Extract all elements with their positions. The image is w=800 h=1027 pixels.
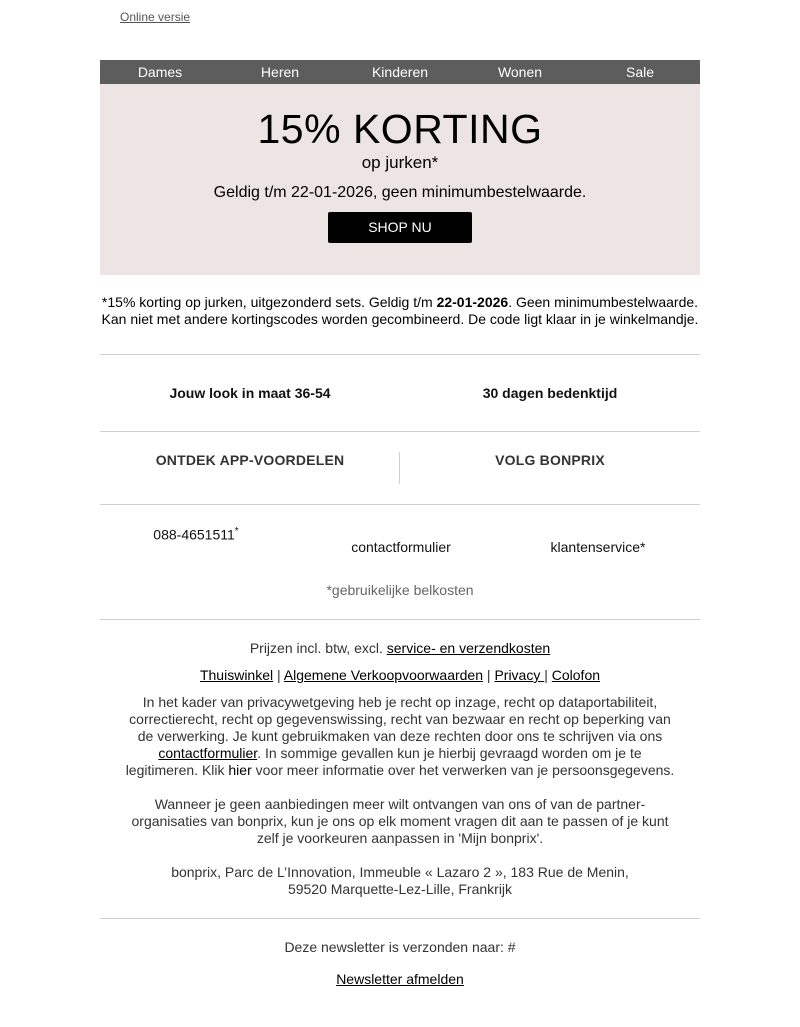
divider <box>100 918 700 919</box>
online-version-link[interactable]: Online versie <box>120 10 191 24</box>
privacy-here-link[interactable]: hier <box>228 762 252 778</box>
separator: | <box>483 667 495 683</box>
terms-link[interactable]: Algemene Verkoopvoorwaarden <box>283 667 484 683</box>
divider <box>100 619 700 620</box>
promo-terms-line2: Kan niet met andere kortingscodes worden gecombineerd. De code ligt klaar in je winkelmandje. <box>101 311 699 327</box>
app-benefits-link[interactable]: ONTDEK APP-VOORDELEN <box>155 452 345 468</box>
call-cost-note: *gebruikelijke belkosten <box>326 582 474 598</box>
prices-note <box>100 640 700 657</box>
usp-sizes: Jouw look in maat 36-54 <box>169 385 331 401</box>
divider <box>100 354 700 355</box>
contact-form-link[interactable]: contactformulier <box>351 539 451 555</box>
divider <box>100 504 700 505</box>
privacy-contact-link[interactable]: contactformulier <box>158 745 258 761</box>
company-address: bonprix, Parc de L’Innovation, Immeuble « Lazaro 2 », 183 Rue de Menin, 59520 Marquette-Lez-Lille, Frankrijk <box>171 864 629 897</box>
phone-footnote-mark: * <box>234 526 239 537</box>
sent-to-note: Deze newsletter is verzonden naar: # <box>284 939 516 955</box>
thuiswinkel-link[interactable]: Thuiswinkel <box>199 667 274 683</box>
promo-terms-part1: *15% korting op jurken, uitgezonderd sets. Geldig t/m <box>101 294 437 310</box>
shop-now-button[interactable]: SHOP NU <box>328 212 472 243</box>
phone-number[interactable]: 088-4651511 <box>153 526 235 543</box>
nav-item-heren[interactable]: Heren <box>260 64 300 80</box>
promo-validity: Geldig t/m 22-01-2026, geen minimumbestelwaarde. <box>213 184 587 201</box>
customer-service-link[interactable]: klantenservice* <box>550 539 646 555</box>
usp-return-period: 30 dagen bedenktijd <box>482 385 618 401</box>
separator: | <box>544 667 552 683</box>
category-nav <box>100 60 700 84</box>
shipping-costs-link[interactable]: service- en verzendkosten <box>386 640 551 656</box>
unsubscribe-info: Wanneer je geen aanbiedingen meer wilt ontvangen van ons of van de partner-organisaties van bonprix, kun je ons op elk moment vragen dit aan te passen of je kunt zelf je voorkeuren aanpassen in 'Mijn bonprix'. <box>131 796 669 846</box>
footer-links <box>100 667 700 684</box>
privacy-link[interactable]: Privacy <box>494 667 545 683</box>
promo-subline: op jurken* <box>361 153 439 172</box>
promo-terms-part2: . Geen minimumbestelwaarde. <box>508 294 699 310</box>
nav-item-wonen[interactable]: Wonen <box>497 64 543 80</box>
prices-prefix: Prijzen incl. btw, excl. <box>249 640 387 656</box>
privacy-text-1: In het kader van privacywetgeving heb je recht op inzage, recht op dataportabiliteit, correctierecht, recht op gegevenswissing, recht van bezwaar en recht op beperking van de verwerking. Je kunt gebruikmaken van deze rechten door ons te schrijven via ons <box>129 694 671 744</box>
nav-item-dames[interactable]: Dames <box>137 64 183 80</box>
separator: | <box>273 667 284 683</box>
nav-item-kinderen[interactable]: Kinderen <box>371 64 429 80</box>
colofon-link[interactable]: Colofon <box>551 667 601 683</box>
privacy-text-3: voor meer informatie over het verwerken van je persoonsgegevens. <box>251 762 675 778</box>
contact-phone[interactable] <box>96 526 296 543</box>
nav-item-sale[interactable]: Sale <box>625 64 655 80</box>
unsubscribe-row <box>100 971 700 988</box>
privacy-text <box>124 694 676 779</box>
divider <box>100 431 700 432</box>
promo-headline: 15% KORTING <box>257 106 543 152</box>
follow-bonprix-link[interactable]: VOLG BONPRIX <box>495 452 605 468</box>
promo-banner[interactable] <box>100 84 700 275</box>
promo-terms-date: 22-01-2026 <box>436 294 509 310</box>
privacy-text-2: . In sommige gevallen kun je hierbij gevraagd worden om je te legitimeren. Klik <box>125 745 642 778</box>
promo-terms <box>100 294 700 328</box>
newsletter-unsubscribe-link[interactable]: Newsletter afmelden <box>336 971 464 987</box>
